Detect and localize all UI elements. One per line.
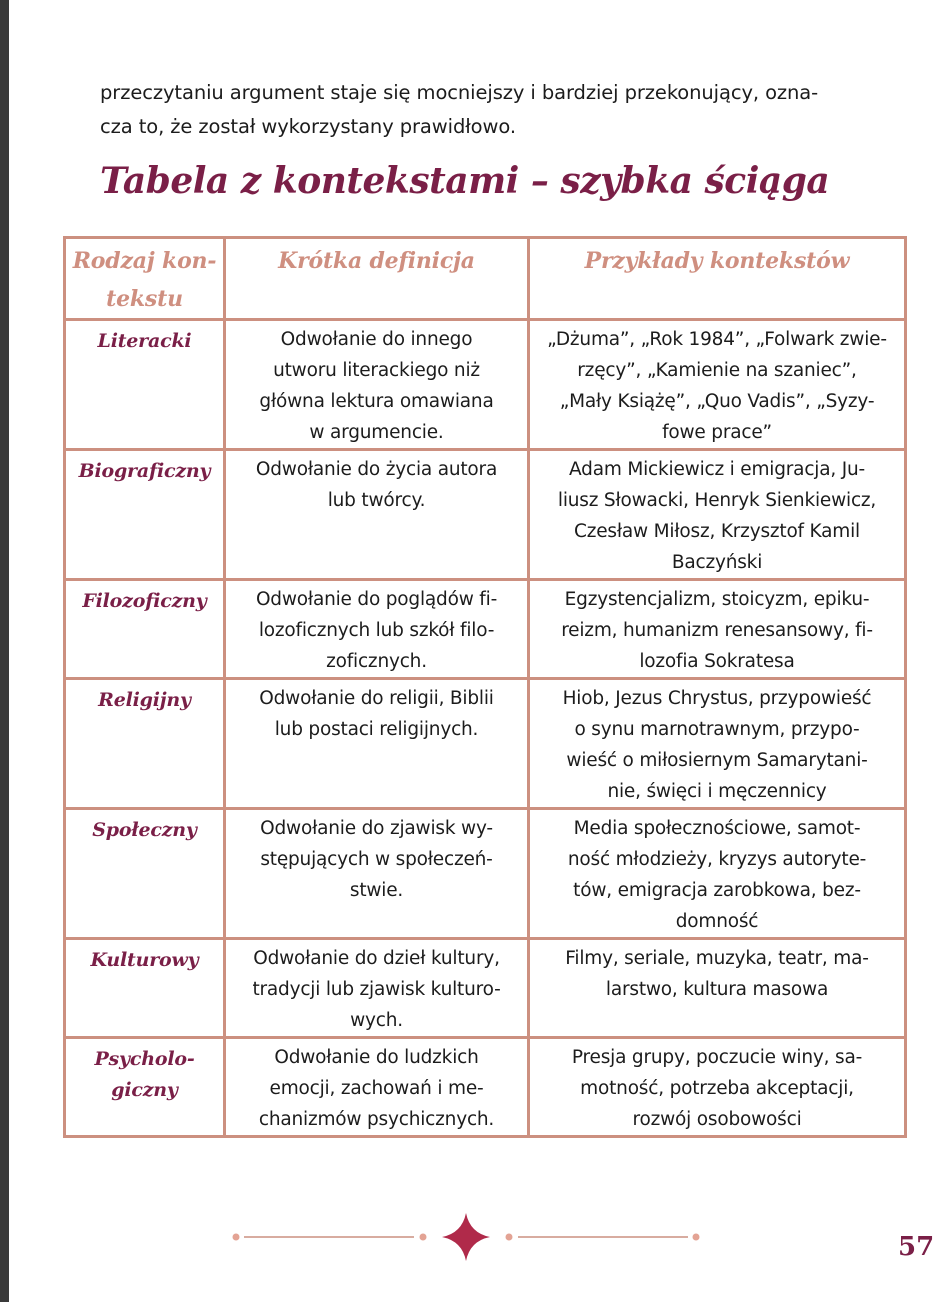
context-table — [63, 236, 907, 1138]
cell-line: Literacki — [97, 330, 192, 352]
cell-line: Odwołanie do religii, Biblii — [259, 688, 494, 709]
cell-line: Odwołanie do poglądów fi- — [255, 589, 498, 610]
cell-line: Filozoficzny — [82, 590, 207, 612]
examples-cell — [529, 320, 906, 450]
examples-cell — [529, 1038, 906, 1137]
cell-line: Odwołanie do życia autora — [255, 459, 498, 480]
cell-line: zoficznych. — [326, 651, 427, 672]
cell-line: Psycholo- — [94, 1048, 195, 1070]
four-point-star-icon — [226, 1206, 706, 1266]
context-type-cell — [65, 679, 225, 809]
cell-line: stwie. — [349, 880, 404, 901]
table-row — [65, 450, 906, 580]
page-number: 57 — [898, 1232, 935, 1262]
cell-line: liusz Słowacki, Henryk Sienkiewicz, — [557, 490, 877, 511]
context-type-cell — [65, 450, 225, 580]
header-line: Przykłady kontekstów — [584, 248, 850, 274]
header-examples — [529, 238, 906, 320]
cell-line: ność młodzieży, kryzys autoryte- — [567, 849, 867, 870]
context-type-cell — [65, 580, 225, 679]
cell-line: Presja grupy, poczucie winy, sa- — [571, 1047, 863, 1068]
context-type-cell — [65, 939, 225, 1038]
cell-line: Adam Mickiewicz i emigracja, Ju- — [569, 459, 865, 480]
definition-cell — [225, 450, 529, 580]
cell-line: wieść o miłosiernym Samarytani- — [566, 750, 868, 771]
header-line: Krótka definicja — [278, 248, 475, 274]
table-row — [65, 809, 906, 939]
header-line: tekstu — [106, 286, 183, 312]
cell-line: w argumencie. — [309, 422, 444, 443]
cell-line: fowe prace” — [662, 422, 772, 443]
cell-line: utworu literackiego niż — [273, 360, 480, 381]
table-row — [65, 1038, 906, 1137]
definition-cell — [225, 1038, 529, 1137]
table-row — [65, 939, 906, 1038]
table-header-row — [65, 238, 906, 320]
cell-line: Media społecznościowe, samot- — [573, 818, 861, 839]
cell-line: lub twórcy. — [327, 490, 426, 511]
cell-line: rzęcy”, „Kamienie na szaniec”, — [577, 360, 857, 381]
context-type-cell — [65, 320, 225, 450]
cell-line: o synu marnotrawnym, przypo- — [574, 719, 860, 740]
cell-line: Egzystencjalizm, stoicyzm, epiku- — [564, 589, 870, 610]
definition-cell — [225, 320, 529, 450]
cell-line: Odwołanie do zjawisk wy- — [260, 818, 493, 839]
cell-line: rozwój osobowości — [632, 1109, 802, 1130]
cell-line: stępujących w społeczeń- — [260, 849, 493, 870]
examples-cell — [529, 679, 906, 809]
cell-line: Społeczny — [92, 819, 197, 841]
cell-line: chanizmów psychicznych. — [258, 1109, 495, 1130]
table-row — [65, 580, 906, 679]
intro-line: cza to, że został wykorzystany prawidłowo. — [100, 115, 516, 138]
cell-line: motność, potrzeba akceptacji, — [580, 1078, 854, 1099]
cell-line: Odwołanie do dzieł kultury, — [253, 948, 500, 969]
table-row — [65, 320, 906, 450]
cell-line: tów, emigracja zarobkowa, bez- — [573, 880, 861, 901]
cell-line: emocji, zachowań i me- — [269, 1078, 484, 1099]
cell-line: domność — [675, 911, 759, 932]
header-definition — [225, 238, 529, 320]
cell-line: „Mały Książę”, „Quo Vadis”, „Syzy- — [559, 391, 875, 412]
cell-line: Kulturowy — [90, 949, 199, 971]
definition-cell — [225, 809, 529, 939]
definition-cell — [225, 580, 529, 679]
examples-cell — [529, 580, 906, 679]
header-line: Rodzaj kon- — [72, 248, 217, 274]
cell-line: lozofia Sokratesa — [639, 651, 795, 672]
table-row — [65, 679, 906, 809]
cell-line: wych. — [350, 1010, 403, 1031]
footer-ornament — [226, 1206, 706, 1266]
cell-line: lozoficznych lub szkół filo- — [258, 620, 495, 641]
header-type — [65, 238, 225, 320]
examples-cell — [529, 809, 906, 939]
context-type-cell — [65, 1038, 225, 1137]
cell-line: Baczyński — [671, 552, 763, 573]
examples-cell — [529, 939, 906, 1038]
cell-line: giczny — [111, 1079, 178, 1101]
cell-line: Czesław Miłosz, Krzysztof Kamil — [574, 521, 860, 542]
cell-line: Odwołanie do ludzkich — [274, 1047, 479, 1068]
examples-cell — [529, 450, 906, 580]
cell-line: główna lektura omawiana — [259, 391, 494, 412]
definition-cell — [225, 939, 529, 1038]
cell-line: Hiob, Jezus Chrystus, przypowieść — [562, 688, 872, 709]
cell-line: „Dżuma”, „Rok 1984”, „Folwark zwie- — [547, 329, 887, 350]
intro-paragraph — [100, 76, 880, 144]
context-type-cell — [65, 809, 225, 939]
cell-line: nie, święci i męczennicy — [607, 781, 827, 802]
cell-line: reizm, humanizm renesansowy, fi- — [561, 620, 873, 641]
page-binding-edge — [0, 0, 9, 1302]
cell-line: tradycji lub zjawisk kulturo- — [252, 979, 501, 1000]
cell-line: Religijny — [98, 689, 191, 711]
intro-line: przeczytaniu argument staje się mocniejszy i bardziej przekonujący, ozna- — [100, 81, 819, 104]
cell-line: Biograficzny — [78, 460, 211, 482]
cell-line: lub postaci religijnych. — [274, 719, 479, 740]
section-title: Tabela z kontekstami – szybka ściąga — [100, 160, 830, 202]
cell-line: Filmy, seriale, muzyka, teatr, ma- — [565, 948, 869, 969]
cell-line: larstwo, kultura masowa — [605, 979, 829, 1000]
cell-line: Odwołanie do innego — [280, 329, 473, 350]
definition-cell — [225, 679, 529, 809]
